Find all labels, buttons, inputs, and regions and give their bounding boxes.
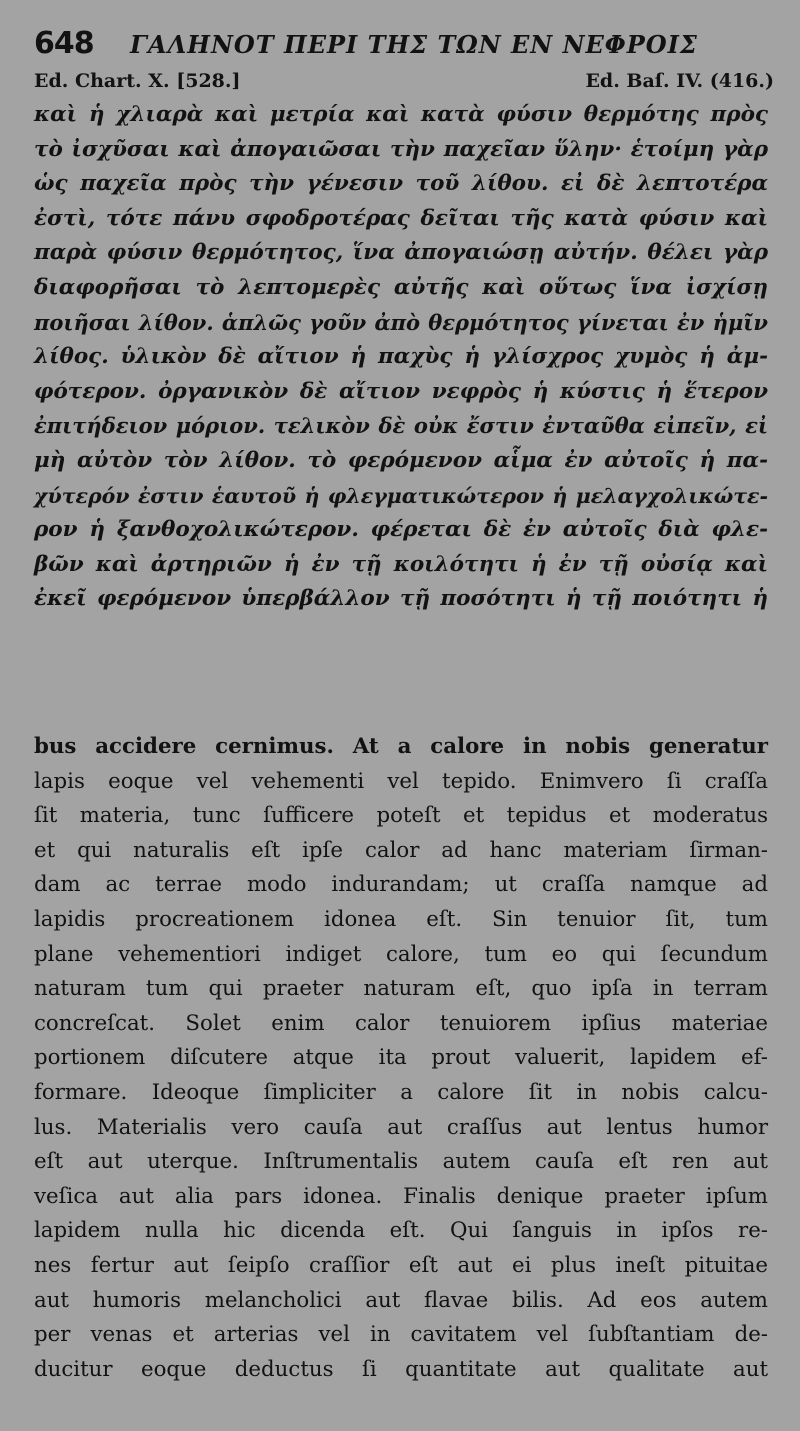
latin-line: lapidis procreationem idonea eſt. Sin tenuior ſit, tum xyxy=(34,906,768,932)
running-title: ΓΑΛΗΝΟΤ ΠΕΡΙ ΤΗΣ ΤΩΝ ΕΝ ΝΕΦΡΟΙΣ xyxy=(130,30,698,59)
greek-line: ὡς παχεῖα πρὸς τὴν γένεσιν τοῦ λίθου. εἰ δὲ λεπτοτέρα xyxy=(34,171,768,197)
latin-line: lus. Materialis vero cauſa aut craſſus aut lentus humor xyxy=(34,1114,768,1140)
edition-references xyxy=(34,70,774,98)
greek-text-block xyxy=(34,98,768,617)
edition-basel-ref: Ed. Baſ. IV. (416.) xyxy=(585,70,774,92)
latin-line: lapidem nulla hic dicenda eſt. Qui ſanguis in ipſos re- xyxy=(34,1218,768,1244)
latin-line: portionem diſcutere atque ita prout valuerit, lapidem ef- xyxy=(34,1045,768,1071)
latin-line: aut humoris melancholici aut flavae bilis. Ad eos autem xyxy=(34,1287,768,1313)
greek-line: φότερον. ὀργανικὸν δὲ αἴτιον νεφρὸς ἡ κύστις ἡ ἕτερον xyxy=(34,378,768,404)
greek-line: χύτερόν ἐστιν ἑαυτοῦ ἡ φλεγματικώτερον ἡ μελαγχολικώτε- xyxy=(34,483,768,508)
latin-line: per venas et arterias vel in cavitatem vel ſubſtantiam de- xyxy=(34,1322,768,1348)
greek-line: καὶ ἡ χλιαρὰ καὶ μετρία καὶ κατὰ φύσιν θερμότης πρὸς xyxy=(34,102,768,127)
latin-line: nes fertur aut ſeipſo craſſior eſt aut ei plus ineſt pituitae xyxy=(34,1252,768,1278)
greek-line: ἐκεῖ φερόμενον ὑπερβάλλον τῇ ποσότητι ἡ τῇ ποιότητι ἡ xyxy=(34,586,768,612)
latin-line: eſt aut uterque. Inſtrumentalis autem cauſa eſt ren aut xyxy=(34,1149,768,1175)
greek-line: ποιῆσαι λίθον. ἁπλῶς γοῦν ἀπὸ θερμότητος γίνεται ἐν ἡμῖν xyxy=(34,309,768,335)
page-number: 648 xyxy=(34,26,94,61)
page-header xyxy=(34,26,774,66)
edition-chart-ref: Ed. Chart. X. [528.] xyxy=(34,70,241,92)
latin-line: formare. Ideoque ſimpliciter a calore ſit in nobis calcu- xyxy=(34,1079,768,1105)
latin-line: lapis eoque vel vehementi vel tepido. Enimvero ſi craſſa xyxy=(34,768,768,794)
greek-line: ρον ἡ ξανθοχολικώτερον. φέρεται δὲ ἐν αὐτοῖς διὰ φλε- xyxy=(34,517,768,543)
latin-line: veſica aut alia pars idonea. Finalis denique praeter ipſum xyxy=(34,1183,768,1209)
greek-line: λίθος. ὑλικὸν δὲ αἴτιον ἡ παχὺς ἡ γλίσχρος χυμὸς ἡ ἀμ- xyxy=(34,344,768,370)
greek-line: διαφορῆσαι τὸ λεπτομερὲς αὐτῆς καὶ οὕτως ἵνα ἰσχίσῃ xyxy=(34,274,768,300)
latin-line: naturam tum qui praeter naturam eſt, quo ipſa in terram xyxy=(34,976,768,1002)
latin-line: plane vehementiori indiget calore, tum eo qui ſecundum xyxy=(34,941,768,967)
greek-line: παρὰ φύσιν θερμότητος, ἵνα ἀπογαιώσῃ αὐτήν. θέλει γὰρ xyxy=(34,240,768,266)
latin-text-block xyxy=(34,730,768,1387)
latin-line: concreſcat. Solet enim calor tenuiorem ipſius materiae xyxy=(34,1010,768,1036)
latin-line: et qui naturalis eſt ipſe calor ad hanc materiam ſirman- xyxy=(34,837,768,863)
greek-line: μὴ αὐτὸν τὸν λίθον. τὸ φερόμενον αἷμα ἐν αὐτοῖς ἡ πα- xyxy=(34,447,768,473)
latin-line: dam ac terrae modo indurandam; ut craſſa namque ad xyxy=(34,872,768,898)
greek-line: βῶν καὶ ἀρτηριῶν ἡ ἐν τῇ κοιλότητι ἡ ἐν τῇ οὐσίᾳ καὶ xyxy=(34,551,768,577)
greek-line: τὸ ἰσχῦσαι καὶ ἀπογαιῶσαι τὴν παχεῖαν ὕλην· ἑτοίμη γὰρ xyxy=(34,136,768,162)
latin-line: ſit materia, tunc ſufficere poteſt et tepidus et moderatus xyxy=(34,803,768,829)
greek-line: ἐπιτήδειον μόριον. τελικὸν δὲ οὐκ ἔστιν ἐνταῦθα εἰπεῖν, εἰ xyxy=(34,413,768,439)
latin-line: ducitur eoque deductus ſi quantitate aut qualitate aut xyxy=(34,1356,768,1382)
greek-line: ἐστὶ, τότε πάνυ σφοδροτέρας δεῖται τῆς κατὰ φύσιν καὶ xyxy=(34,205,768,231)
latin-line: bus accidere cernimus. At a calore in nobis generatur xyxy=(34,734,768,759)
